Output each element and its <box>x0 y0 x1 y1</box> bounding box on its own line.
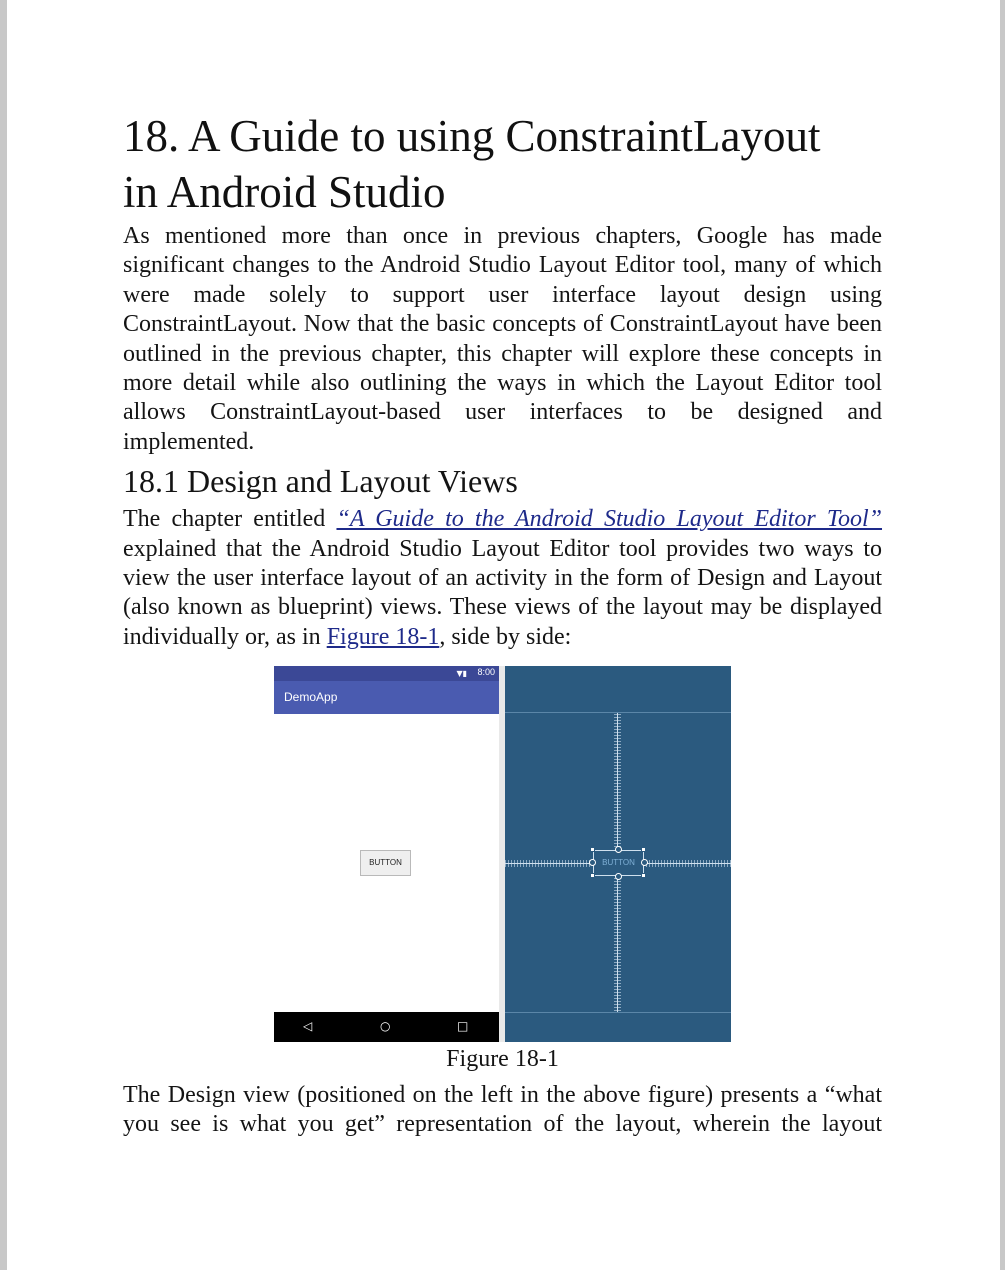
page-left-edge <box>0 0 7 1270</box>
design-view <box>274 666 499 1042</box>
figure-caption: Figure 18-1 <box>446 1046 559 1072</box>
anchor-right[interactable] <box>641 859 648 866</box>
page-continuation <box>123 1081 882 1140</box>
right-constraint <box>644 863 731 864</box>
top-constraint <box>617 713 618 850</box>
continuation-paragraph: The Design view (positioned on the left in the above figure) presents a “what you see is what you get” representation of the layout, wherein the layout <box>123 1082 882 1138</box>
section-heading: 18.1 Design and Layout Views <box>123 463 518 500</box>
intro-paragraph: As mentioned more than once in previous chapters, Google has made significant changes to the Android Studio Layout Editor tool, many of which were made solely to support user interface layout design using ConstraintLayout. Now that the basic concepts of ConstraintLayout have been outlined in the previous chapter, this chapter will explore these concepts in more detail while also outlining the ways in which the Layout Editor tool allows ConstraintLayout-based user interfaces to be designed and implemented. <box>123 223 882 455</box>
app-title: DemoApp <box>284 690 338 704</box>
chapter-link[interactable]: “A Guide to the Android Studio Layout Editor Tool” <box>336 506 883 533</box>
chapter-title-line-2: in Android Studio <box>123 167 446 217</box>
anchor-top[interactable] <box>615 846 622 853</box>
anchor-left[interactable] <box>589 859 596 866</box>
status-bar <box>274 666 499 681</box>
chapter-title <box>123 108 882 220</box>
blueprint-appbar-line <box>505 712 731 713</box>
page-content <box>123 108 882 652</box>
recent-apps-icon[interactable]: □ <box>457 1019 469 1033</box>
section-para-part-3: , side by side: <box>439 623 572 650</box>
bottom-constraint <box>617 876 618 1012</box>
section-para-part-1: The chapter entitled <box>123 506 337 533</box>
resize-handle-top-left[interactable] <box>590 847 595 852</box>
navigation-bar <box>274 1012 499 1042</box>
status-time: 8:00 <box>477 667 495 677</box>
blueprint-view <box>505 666 731 1042</box>
app-bar <box>274 681 499 714</box>
design-button[interactable]: BUTTON <box>360 850 411 876</box>
left-constraint <box>505 863 593 864</box>
section-paragraph <box>123 505 882 652</box>
blueprint-navbar-line <box>505 1012 731 1013</box>
signal-battery-icon: ▼▮ <box>456 669 467 678</box>
resize-handle-bottom-right[interactable] <box>641 873 646 878</box>
home-icon[interactable]: ○ <box>380 1019 391 1033</box>
figure-reference-link[interactable]: Figure 18-1 <box>326 623 440 650</box>
anchor-bottom[interactable] <box>615 873 622 880</box>
resize-handle-top-right[interactable] <box>641 847 646 852</box>
chapter-title-line-1: 18. A Guide to using ConstraintLayout <box>123 111 821 161</box>
resize-handle-bottom-left[interactable] <box>590 873 595 878</box>
back-icon[interactable]: ◁ <box>303 1019 313 1033</box>
page-right-edge <box>1000 0 1005 1270</box>
blueprint-button[interactable]: BUTTON <box>593 850 644 876</box>
figure-18-1 <box>274 666 731 1042</box>
section-para-part-2: explained that the Android Studio Layout Editor tool provides two ways to view the user interface layout of an activity in the form of Design and Layout (also known as blueprint) views. These views of the layout may be displayed individually or, as in <box>123 535 882 650</box>
